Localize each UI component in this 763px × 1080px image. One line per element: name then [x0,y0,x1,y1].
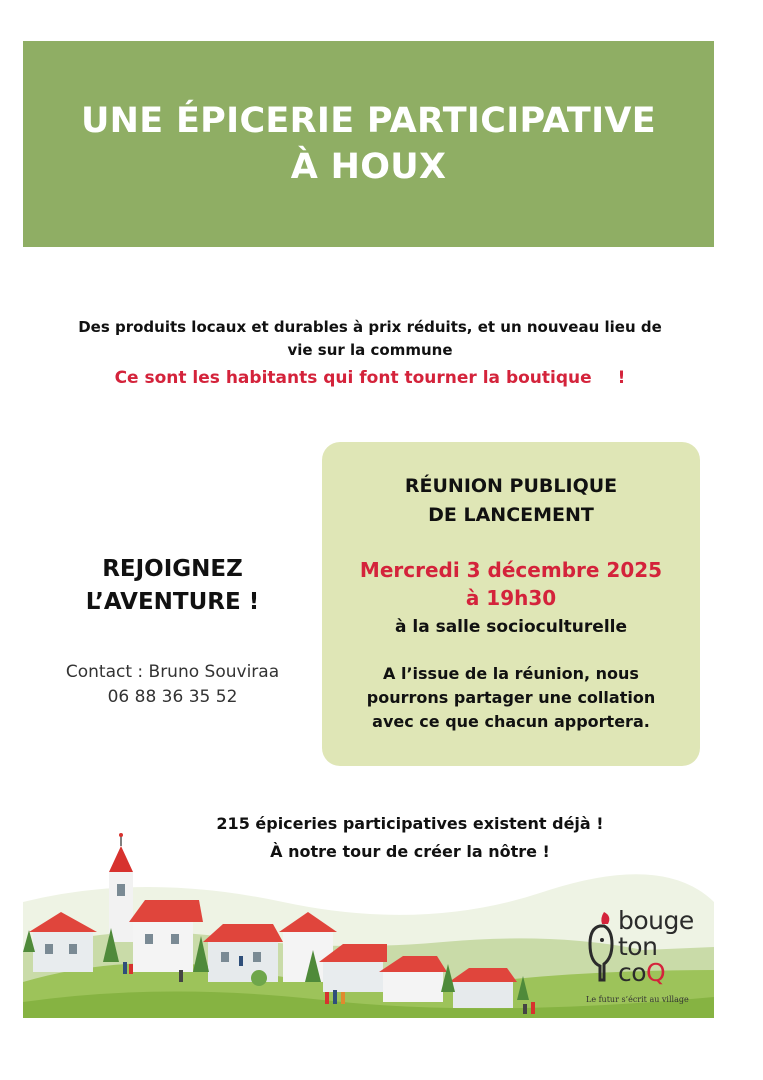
title-banner [23,41,714,247]
join-line-2: L’AVENTURE ! [85,589,260,615]
logo-tagline: Le futur s’écrit au village [586,995,689,1004]
banner-title-line-2: À HOUX [290,147,447,187]
highlight-text [60,366,680,390]
meeting-card [322,442,700,766]
contact-block [30,660,315,710]
highlight-exclamation: ! [617,368,626,388]
meeting-title [322,472,700,530]
meeting-title-line-1: RÉUNION PUBLIQUE [404,475,618,497]
rooster-icon [586,910,616,982]
meeting-datetime [322,556,700,612]
closing-line-1: 215 épiceries participatives existent déjà ! [216,814,604,833]
join-heading [50,553,295,619]
closing-line-2: À notre tour de créer la nôtre ! [270,842,550,861]
meeting-place: à la salle socioculturelle [394,617,627,637]
logo-word-q: Q [646,958,666,987]
logo-word-coq [618,960,665,985]
logo-word-bouge: bouge [618,906,694,935]
contact-phone: 06 88 36 35 52 [107,687,238,707]
closing-text [140,810,680,866]
contact-name: Contact : Bruno Souviraa [65,662,280,682]
meeting-title-line-2: DE LANCEMENT [428,504,594,526]
meeting-time: à 19h30 [465,586,557,610]
meeting-date: Mercredi 3 décembre 2025 [359,558,663,582]
highlight-message: Ce sont les habitants qui font tourner la boutique [114,368,592,388]
meeting-note-line-2: pourrons partager une collation [366,688,656,707]
logo-word-ton: ton [618,932,658,961]
join-line-1: REJOIGNEZ [102,556,243,582]
bouge-ton-coq-logo [586,906,704,1010]
intro-text [30,316,710,362]
meeting-note [322,662,700,734]
meeting-note-line-1: A l’issue de la réunion, nous [383,664,639,683]
logo-word-co: co [618,958,647,987]
meeting-note-line-3: avec ce que chacun apportera. [372,712,650,731]
intro-line-2: vie sur la commune [287,341,453,359]
banner-title-line-1: UNE ÉPICERIE PARTICIPATIVE [80,101,657,141]
intro-line-1: Des produits locaux et durables à prix réduits, et un nouveau lieu de [78,318,662,336]
